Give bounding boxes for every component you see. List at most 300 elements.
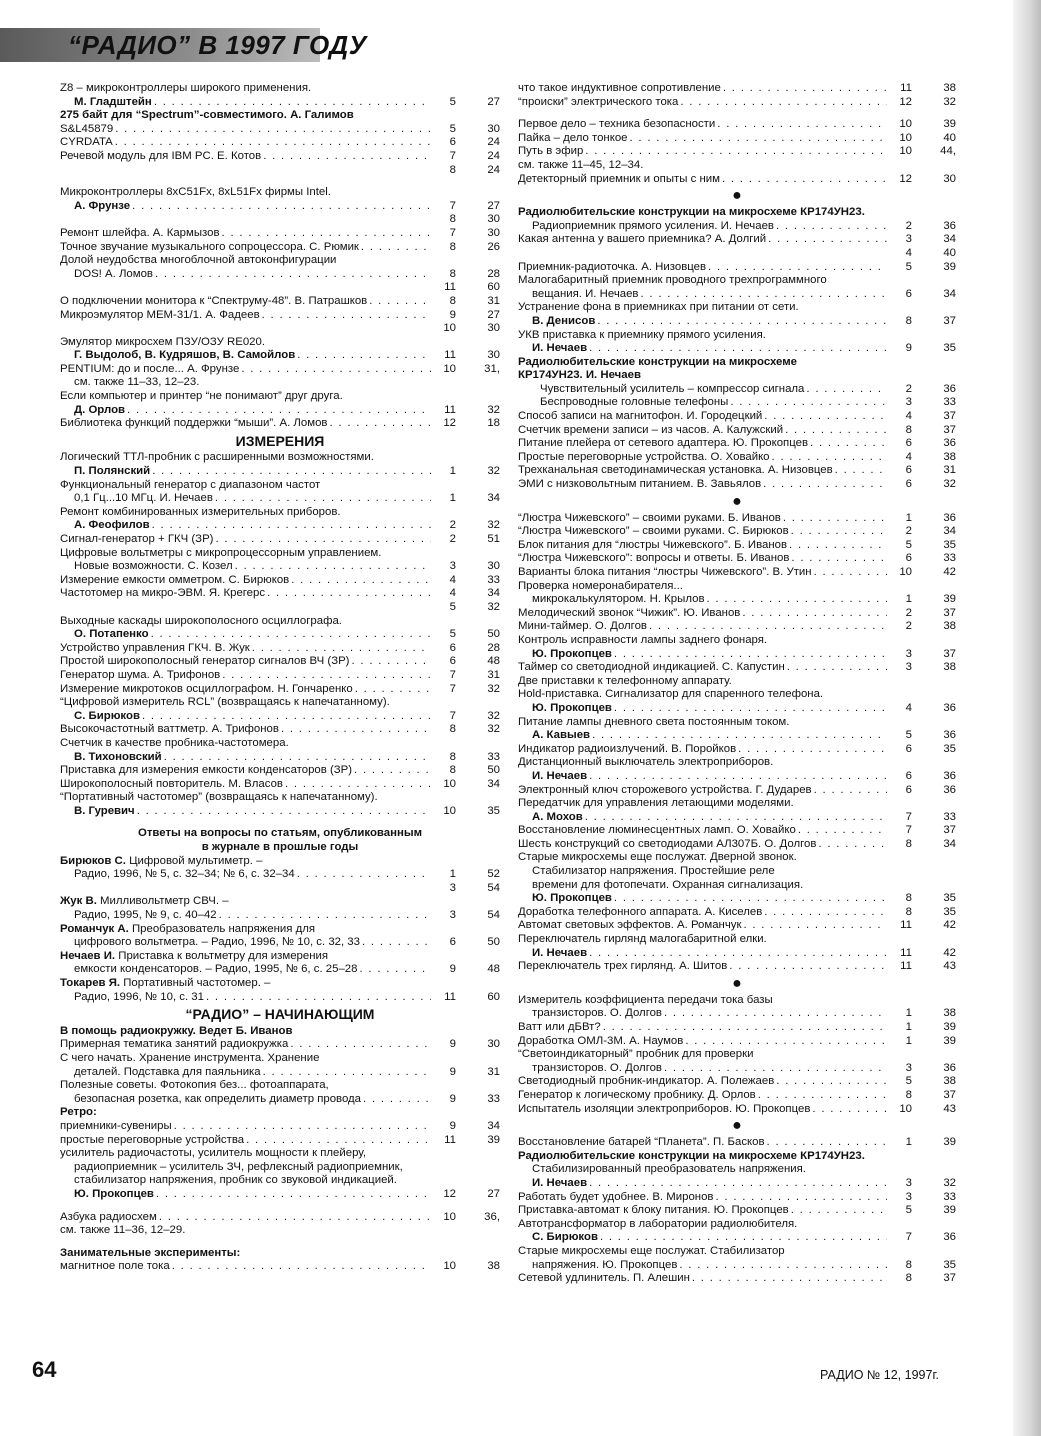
dot-leader (297, 349, 431, 363)
entry-title: простые переговорные устройства (60, 1133, 245, 1146)
toc-entry (518, 233, 956, 247)
entry-title: S&L45879 (60, 122, 114, 135)
page-number-ref: 32 (487, 723, 500, 736)
issue-number: 10 (443, 777, 456, 790)
toc-entry (518, 82, 956, 96)
dot-leader (241, 363, 431, 377)
page-number-ref: 30 (487, 226, 500, 239)
toc-entry (518, 132, 956, 146)
toc-entry (60, 200, 500, 214)
entry-title: И. Нечаев (532, 769, 588, 782)
entry-title: Индикатор радиоизлучений. В. Поройков (518, 742, 737, 755)
issue-number: 2 (905, 620, 912, 633)
issue-number: 1 (905, 1034, 912, 1047)
entry-title: Микроэмулятор МЕМ-31/1. А. Фадеев (60, 308, 260, 321)
toc-line: Дистанционный выключатель электроприборов. (518, 756, 774, 769)
dot-leader (585, 145, 887, 159)
dot-leader (791, 525, 887, 539)
entry-title: Переключатель трех гирлянд. А. Шитов (518, 960, 728, 973)
dot-leader (722, 173, 887, 187)
toc-line: Полезные советы. Фотокопия без... фотоаппарата, (60, 1079, 329, 1092)
section-heading: ИЗМЕРЕНИЯ (235, 432, 325, 449)
issue-number: 5 (905, 1075, 912, 1088)
entry-title: Радио, 1996, № 5, с. 32–34; № 6, с. 32–34 (74, 868, 295, 881)
toc-entry (60, 268, 500, 282)
entry-title: Питание плейера от сетевого адаптера. Ю. Прокопцев (518, 437, 809, 450)
page-number-ref: 39 (943, 1021, 956, 1033)
issue-number: 1 (449, 492, 456, 505)
toc-line: Счетчик в качестве пробника-частотомера. (60, 736, 289, 749)
entry-title: Примерная тематика занятий радиокружка (60, 1038, 289, 1051)
toc-entry (518, 1035, 956, 1049)
dot-leader (768, 233, 887, 247)
dot-leader (767, 1136, 887, 1150)
toc-entry (60, 764, 500, 778)
issue-number: 6 (449, 936, 456, 949)
toc-entry (518, 1007, 956, 1021)
entry-title: Электронный ключ сторожевого устройства. Г. Дударев (518, 783, 812, 796)
dot-leader (810, 437, 887, 451)
dot-leader (787, 661, 887, 675)
toc-entry (60, 309, 500, 323)
toc-entry (518, 342, 956, 356)
issue-number: 8 (449, 163, 456, 176)
toc-entry (518, 1021, 956, 1035)
subsection-heading: в журнале в прошлые годы (201, 841, 359, 854)
dot-leader (285, 778, 431, 792)
toc-extra-ref (60, 882, 500, 896)
toc-entry (60, 363, 500, 377)
dot-leader (164, 751, 431, 765)
entry-title: DOS! А. Ломов (74, 267, 153, 280)
author-name: Бирюков С. (60, 854, 126, 867)
toc-entry (518, 552, 956, 566)
issue-number: 7 (449, 199, 456, 212)
page-number-ref: 60 (487, 990, 500, 1003)
entry-title: В. Гуревич (74, 804, 135, 817)
toc-entry (518, 743, 956, 757)
toc-entry (60, 533, 500, 547)
left-column (60, 82, 500, 1274)
page-number-ref: 28 (487, 267, 500, 280)
issue-number: 8 (905, 423, 912, 436)
toc-line: Переключатель гирлянд малогабаритной елки. (518, 933, 767, 946)
entry-title: Ю. Прокопцев (532, 892, 612, 905)
toc-entry (60, 723, 500, 737)
issue-number: 1 (905, 1007, 912, 1020)
issue-number: 2 (905, 525, 912, 538)
issue-number: 4 (905, 450, 912, 463)
issue-number: 8 (905, 905, 912, 918)
page-number-ref: 38 (943, 1007, 956, 1020)
entry-title: Д. Орлов (74, 403, 126, 416)
toc-entry (60, 642, 500, 656)
entry-title: Радио, 1995, № 9, с. 40–42 (74, 909, 217, 922)
toc-entry (60, 492, 500, 506)
page-number-ref: 31 (943, 464, 956, 477)
toc-extra-ref (60, 281, 500, 295)
separator-bullet: ● (732, 1117, 742, 1135)
dot-leader (246, 1134, 431, 1148)
toc-entry (518, 383, 956, 397)
toc-line: Ремонт комбинированных измерительных приборов. (60, 505, 341, 518)
entry-title: Восстановление батарей “Планета”. П. Басков (518, 1136, 765, 1149)
entry-title: Путь в эфир (518, 145, 584, 158)
entry-title: А. Мохов (532, 810, 583, 823)
issue-number: 12 (899, 172, 912, 185)
issue-number: 9 (449, 1038, 456, 1051)
toc-entry (518, 838, 956, 852)
issue-number: 10 (899, 131, 912, 144)
entry-text: Цифровой мультиметр. – (125, 854, 263, 867)
dot-leader (585, 811, 887, 825)
toc-line: см. также 11–45, 12–34. (518, 158, 644, 171)
toc-entry (518, 512, 956, 526)
entry-title: Библиотека функций поддержки “мыши”. А. Ломов (60, 417, 328, 430)
dot-leader (152, 519, 431, 533)
entry-title: Приемник-радиоточка. А. Низовцев (518, 260, 707, 273)
toc-entry (518, 702, 956, 716)
page-number-ref: 27 (487, 95, 500, 108)
page-number-ref: 30 (487, 1038, 500, 1051)
page-number-ref: 43 (943, 960, 956, 973)
toc-line: КР174УН23. И. Нечаев (518, 369, 641, 382)
entry-title: “происки” электрического тока (518, 95, 679, 108)
toc-line: Старые микросхемы еще послужат. Дверной звонок. (518, 851, 797, 864)
issue-number: 5 (449, 600, 456, 613)
issue-number: 2 (905, 382, 912, 395)
entry-title: приемники-сувениры (60, 1119, 172, 1132)
entry-title: Детекторный приемник и опыты с ним (518, 172, 720, 185)
dot-leader (603, 1021, 887, 1035)
toc-line: Выходные каскады широкополосного осциллографа. (60, 614, 342, 627)
toc-entry (60, 936, 500, 950)
page-number-ref: 36 (943, 1061, 956, 1074)
page-number-ref: 50 (487, 628, 500, 641)
dot-leader (155, 268, 431, 282)
toc-entry (518, 1075, 956, 1089)
dot-leader (589, 1177, 887, 1191)
separator-bullet: ● (732, 492, 742, 510)
dot-leader (600, 1231, 887, 1245)
toc-entry (60, 669, 500, 683)
entry-title: Сетевой удлинитель. П. Алешин (518, 1272, 690, 1285)
entry-title: “Люстра Чижевского” – своими руками. С. Бирюков (518, 525, 789, 538)
page-number-ref: 34 (943, 837, 956, 850)
page-number-ref: 24 (487, 136, 500, 149)
dot-leader (785, 424, 887, 438)
toc-entry (60, 227, 500, 241)
issue-number: 8 (905, 1088, 912, 1101)
issue-number: 12 (899, 95, 912, 108)
page-number-ref: 51 (487, 533, 500, 545)
entry-title: Измерение микротоков осциллографом. Н. Гончаренко (60, 682, 353, 695)
section-heading: “РАДИО” – НАЧИНАЮЩИМ (185, 1006, 375, 1023)
toc-entry (60, 868, 500, 882)
page-number-ref: 31, (484, 362, 500, 375)
page-number-ref: 35 (943, 742, 956, 755)
dot-leader (589, 342, 887, 356)
toc-entry (518, 607, 956, 621)
page-number-ref: 32 (943, 1176, 956, 1189)
entry-title: вещания. И. Нечаев (532, 287, 639, 300)
entry-title: Способ записи на магнитофон. И. Городецкий (518, 410, 763, 423)
entry-title: Измерение емкости омметром. С. Бирюков (60, 573, 290, 586)
entry-title: А. Фрунзе (74, 199, 131, 212)
issue-number: 4 (905, 246, 912, 259)
entry-title: транзисторов. О. Долгов (532, 1007, 662, 1020)
issue-number: 6 (449, 641, 456, 654)
entry-title: Приставка для измерения емкости конденсаторов (ЗР) (60, 764, 353, 777)
dot-leader (707, 593, 888, 607)
page-number-ref: 18 (487, 417, 500, 430)
issue-number: 11 (444, 1133, 456, 1146)
toc-entry (518, 1272, 956, 1286)
issue-number: 3 (449, 560, 456, 573)
page-number-ref: 33 (943, 396, 956, 409)
dot-leader (738, 743, 887, 757)
dot-leader (252, 642, 431, 656)
entry-title: Простой широкополосный генератор сигналов ВЧ (ЗР) (60, 655, 350, 668)
toc-entry (518, 1062, 956, 1076)
page-spine-shadow (1013, 0, 1041, 1436)
page-number-ref: 38 (943, 450, 956, 463)
page-number-ref: 50 (487, 764, 500, 777)
issue-number: 5 (449, 122, 456, 135)
page-number-ref: 28 (487, 641, 500, 654)
toc-entry (518, 1103, 956, 1117)
page-number-ref: 42 (943, 919, 956, 932)
toc-entry (60, 963, 500, 977)
page-number-ref: 60 (487, 281, 500, 294)
dot-leader (806, 383, 887, 397)
author-name: Токарев Я. (60, 977, 121, 989)
toc-line (60, 923, 500, 937)
dot-leader (362, 936, 431, 950)
toc-entry (518, 288, 956, 302)
page-number-ref: 38 (943, 1075, 956, 1088)
page-number-ref: 39 (943, 1136, 956, 1149)
toc-entry (518, 947, 956, 961)
page-number-ref: 52 (487, 868, 500, 881)
page-number-ref: 32 (943, 95, 956, 108)
issue-number: 11 (900, 919, 912, 932)
issue-label: РАДИО № 12, 1997г. (820, 1368, 939, 1382)
issue-number: 8 (905, 1272, 912, 1285)
toc-extra-ref (60, 322, 500, 336)
dot-leader (159, 1211, 431, 1225)
dot-leader (614, 648, 887, 662)
toc-entry (60, 465, 500, 479)
dot-leader (812, 1103, 887, 1117)
entry-title: Простые переговорные устройства. О. Ховайко (518, 450, 770, 463)
dot-leader (291, 574, 431, 588)
issue-number: 11 (900, 960, 912, 973)
issue-number: 3 (449, 881, 456, 894)
issue-number: 10 (443, 1210, 456, 1223)
page-number-ref: 39 (943, 1034, 956, 1047)
dot-leader (174, 1120, 431, 1134)
dot-leader (614, 892, 887, 906)
page-number-ref: 36 (943, 437, 956, 450)
toc-line: времени для фотопечати. Охранная сигнализация. (532, 878, 804, 891)
page-number-ref: 35 (487, 804, 500, 817)
dot-leader (355, 683, 431, 697)
dot-leader (715, 1191, 887, 1205)
dot-leader (354, 764, 431, 778)
dot-leader (664, 1062, 887, 1076)
entry-title: В. Денисов (532, 314, 596, 327)
entry-title: Какая антенна у вашего приемника? А. Долгий (518, 233, 767, 246)
toc-entry (60, 136, 500, 150)
toc-entry (518, 96, 956, 110)
toc-entry (60, 1134, 500, 1148)
dot-leader (764, 906, 887, 920)
toc-line: Долой неудобства многоблочной автоконфигурации (60, 254, 337, 267)
entry-title: Ватт или дБВт? (518, 1021, 601, 1033)
entry-title: Чувствительный усилитель – компрессор сигнала (540, 382, 805, 395)
toc-line: “Портативный частотомер” (возвращаясь к напечатанному). (60, 791, 378, 804)
toc-line: усилитель радиочастоты, усилитель мощности к плейеру, (60, 1147, 367, 1160)
entry-title: Автомат световых эффектов. А. Романчук (518, 919, 742, 932)
toc-entry (518, 811, 956, 825)
dot-leader (685, 1035, 887, 1049)
entry-title: 0,1 Гц...10 МГц. И. Нечаев (74, 492, 213, 505)
entry-title: ЭМИ с низковольтным питанием. В. Завьялов (518, 478, 762, 491)
page-number-ref: 37 (943, 606, 956, 619)
toc-line: В помощь радиокружку. Ведет Б. Иванов (60, 1024, 293, 1037)
entry-title: Частотомер на микро-ЭВМ. Я. Крегерс (60, 587, 266, 600)
page-number-ref: 32 (943, 478, 956, 491)
toc-line: Если компьютер и принтер “не понимают” друг друга. (60, 390, 343, 403)
dot-leader (151, 628, 431, 642)
toc-entry (60, 655, 500, 669)
toc-line: Малогабаритный приемник проводного трехпрограммного (518, 274, 827, 287)
entry-title: Азбука радиосхем (60, 1210, 157, 1223)
page-number-ref: 33 (487, 750, 500, 763)
toc-entry (518, 906, 956, 920)
page-number-ref: 35 (943, 892, 956, 905)
page-number-ref: 37 (943, 824, 956, 837)
toc-line: радиоприемник – усилитель ЗЧ, рефлексный радиоприемник, (74, 1160, 403, 1173)
page-number-ref: 34 (487, 492, 500, 505)
page-number-ref: 31 (487, 1065, 500, 1078)
toc-entry (518, 620, 956, 634)
toc-line: Контроль исправности лампы заднего фонаря. (518, 633, 768, 646)
entry-title: П. Полянский (74, 465, 151, 478)
toc-entry (60, 241, 500, 255)
page-number-ref: 27 (487, 199, 500, 212)
issue-number: 3 (905, 1061, 912, 1074)
page-number-ref: 43 (943, 1102, 956, 1115)
dot-leader (723, 82, 887, 96)
dot-leader (640, 288, 887, 302)
issue-number: 6 (905, 769, 912, 782)
page-number-ref: 26 (487, 240, 500, 253)
page-number-ref: 30 (487, 213, 500, 226)
entry-title: Мини-таймер. О. Долгов (518, 620, 647, 633)
toc-entry (518, 261, 956, 275)
dot-leader (589, 770, 887, 784)
issue-number: 10 (443, 362, 456, 375)
issue-number: 7 (449, 149, 456, 162)
entry-title: Устройство управления ГКЧ. В. Жук (60, 641, 250, 654)
issue-number: 3 (905, 1190, 912, 1203)
issue-number: 10 (443, 1260, 456, 1273)
toc-entry (518, 410, 956, 424)
issue-number: 8 (905, 892, 912, 905)
dot-leader (776, 220, 887, 234)
dot-leader (142, 710, 431, 724)
issue-number: 5 (905, 538, 912, 551)
toc-line: Логический ТТЛ-пробник с расширенными возможностями. (60, 451, 374, 464)
dot-leader (589, 947, 887, 961)
page-number-ref: 34 (943, 233, 956, 246)
toc-line: Измеритель коэффициента передачи тока базы (518, 993, 773, 1006)
page-number-ref: 36, (484, 1210, 500, 1223)
toc-line: Микроконтроллеры 8xC51Fx, 8xL51Fx фирмы Intel. (60, 186, 331, 199)
entry-title: М. Гладштейн (74, 95, 152, 108)
issue-number: 6 (905, 464, 912, 477)
page-number-ref: 50 (487, 936, 500, 949)
issue-number: 9 (449, 308, 456, 321)
issue-number: 1 (905, 511, 912, 524)
entry-text: Портативный частотомер. – (120, 977, 271, 989)
toc-entry (60, 805, 500, 819)
dot-leader (789, 539, 887, 553)
toc-line: Стабилизированный преобразователь напряжения. (532, 1163, 806, 1176)
dot-leader (783, 512, 887, 526)
dot-leader (115, 136, 431, 150)
entry-title: Ремонт шлейфа. А. Кармызов (60, 226, 220, 239)
dot-leader (206, 991, 431, 1005)
issue-number: 11 (900, 82, 912, 94)
toc-entry (60, 349, 500, 363)
page-number-ref: 54 (487, 909, 500, 922)
page-number-ref: 32 (487, 465, 500, 478)
toc-line: Проверка номеронабирателя... (518, 579, 683, 592)
page-number-ref: 35 (943, 1258, 956, 1271)
page-number-ref: 38 (943, 82, 956, 94)
entry-title: И. Нечаев (532, 1176, 588, 1189)
dot-leader (692, 1272, 887, 1286)
page-number-ref: 30 (943, 172, 956, 185)
toc-entry (518, 593, 956, 607)
toc-entry (60, 710, 500, 724)
toc-entry (60, 991, 500, 1005)
toc-entry (60, 1066, 500, 1080)
page-number-ref: 37 (943, 1088, 956, 1101)
dot-leader (758, 1089, 887, 1103)
dot-leader (772, 451, 887, 465)
subsection-heading: Ответы на вопросы по статьям, опубликованным (137, 827, 422, 840)
toc-entry (518, 892, 956, 906)
page-number-ref: 48 (487, 963, 500, 976)
entry-title: О подключении монитора к “Спектруму-48”. В. Патрашков (60, 294, 368, 307)
toc-line: “Цифровой измеритель RCL” (возвращаясь к напечатанному). (60, 696, 390, 709)
page-number-ref: 37 (943, 1272, 956, 1285)
issue-number: 9 (449, 963, 456, 976)
dot-leader (835, 464, 887, 478)
issue-number: 7 (449, 682, 456, 695)
toc-entry (60, 909, 500, 923)
issue-number: 7 (449, 226, 456, 239)
dot-leader (115, 123, 431, 137)
page-number-ref: 39 (943, 260, 956, 273)
entry-title: Высокочастотный ваттметр. А. Трифонов (60, 723, 279, 736)
toc-line (60, 855, 500, 869)
page-number-ref: 35 (943, 538, 956, 551)
